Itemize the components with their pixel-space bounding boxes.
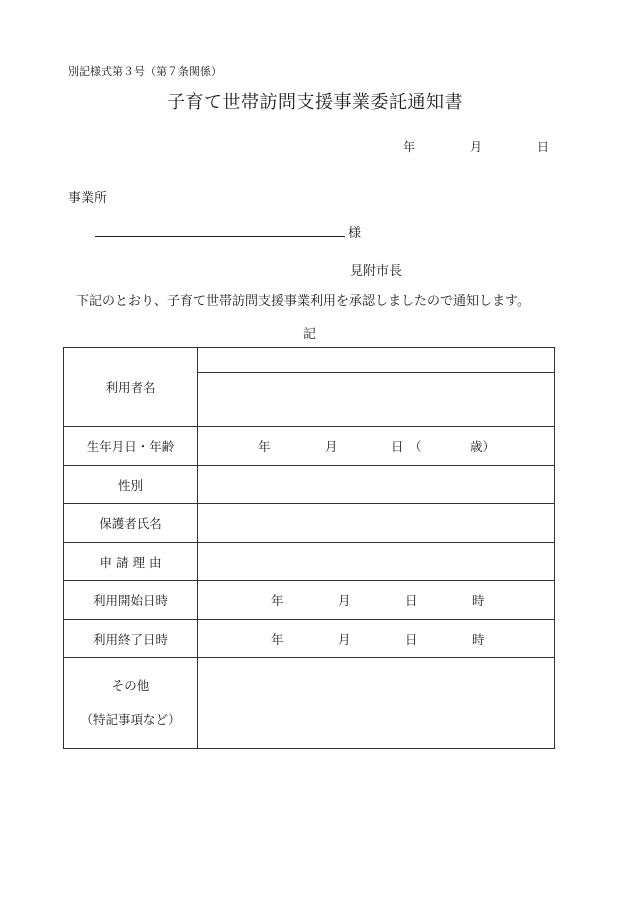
date-month-label: 月 — [470, 140, 483, 154]
end-year-unit: 年 — [271, 631, 284, 647]
date-day-label: 日 — [537, 140, 550, 154]
guardian-field[interactable] — [198, 504, 555, 543]
ki-heading: 記 — [303, 327, 317, 342]
start-hour-unit: 時 — [472, 593, 485, 608]
user-name-field[interactable] — [198, 373, 555, 427]
table-row — [64, 348, 555, 373]
details-table — [63, 347, 555, 749]
age-unit: 歳） — [470, 439, 496, 454]
birth-month-unit: 月 — [325, 439, 338, 454]
start-day-unit: 日 — [405, 593, 418, 608]
end-datetime-label: 利用終了日時 — [64, 620, 198, 658]
end-day-unit: 日 — [405, 631, 418, 647]
reason-label: 申 請 理 由 — [64, 543, 198, 581]
end-datetime-field[interactable] — [198, 620, 555, 658]
other-label — [64, 658, 198, 749]
page-title: 子育て世帯訪問支援事業委託通知書 — [167, 92, 463, 113]
start-datetime-label: 利用開始日時 — [64, 581, 198, 620]
reason-field[interactable] — [198, 543, 555, 581]
date-year-label: 年 — [403, 140, 416, 154]
age-open-paren: （ — [409, 439, 422, 454]
gender-label: 性別 — [64, 466, 198, 504]
birth-day-unit: 日 — [391, 439, 404, 454]
table-row — [64, 581, 555, 620]
other-label-line1: その他 — [111, 678, 150, 693]
gender-field[interactable] — [198, 466, 555, 504]
other-field[interactable] — [198, 658, 555, 749]
recipient-line — [95, 236, 345, 237]
birth-age-field[interactable] — [198, 427, 555, 466]
other-label-line2: （特記事項など） — [80, 712, 181, 727]
birth-year-unit: 年 — [258, 439, 271, 454]
user-name-label: 利用者名 — [64, 348, 198, 427]
start-month-unit: 月 — [338, 593, 351, 608]
birth-age-label: 生年月日・年齢 — [64, 427, 198, 466]
start-year-unit: 年 — [271, 593, 284, 608]
honorific: 様 — [348, 226, 362, 241]
table-row — [64, 466, 555, 504]
issuer: 見附市長 — [350, 264, 403, 279]
end-month-unit: 月 — [338, 631, 351, 647]
table-row — [64, 658, 555, 749]
form-id: 別記様式第３号（第７条関係） — [68, 65, 222, 78]
guardian-label: 保護者氏名 — [64, 504, 198, 543]
office-label: 事業所 — [68, 191, 108, 206]
table-row — [64, 620, 555, 658]
table-row — [64, 427, 555, 466]
end-hour-unit: 時 — [472, 631, 485, 647]
table-row — [64, 543, 555, 581]
start-datetime-field[interactable] — [198, 581, 555, 620]
user-name-furigana-field[interactable] — [198, 348, 555, 373]
table-row — [64, 504, 555, 543]
notice-text: 下記のとおり、子育て世帯訪問支援事業利用を承認しましたので通知します。 — [76, 294, 530, 309]
